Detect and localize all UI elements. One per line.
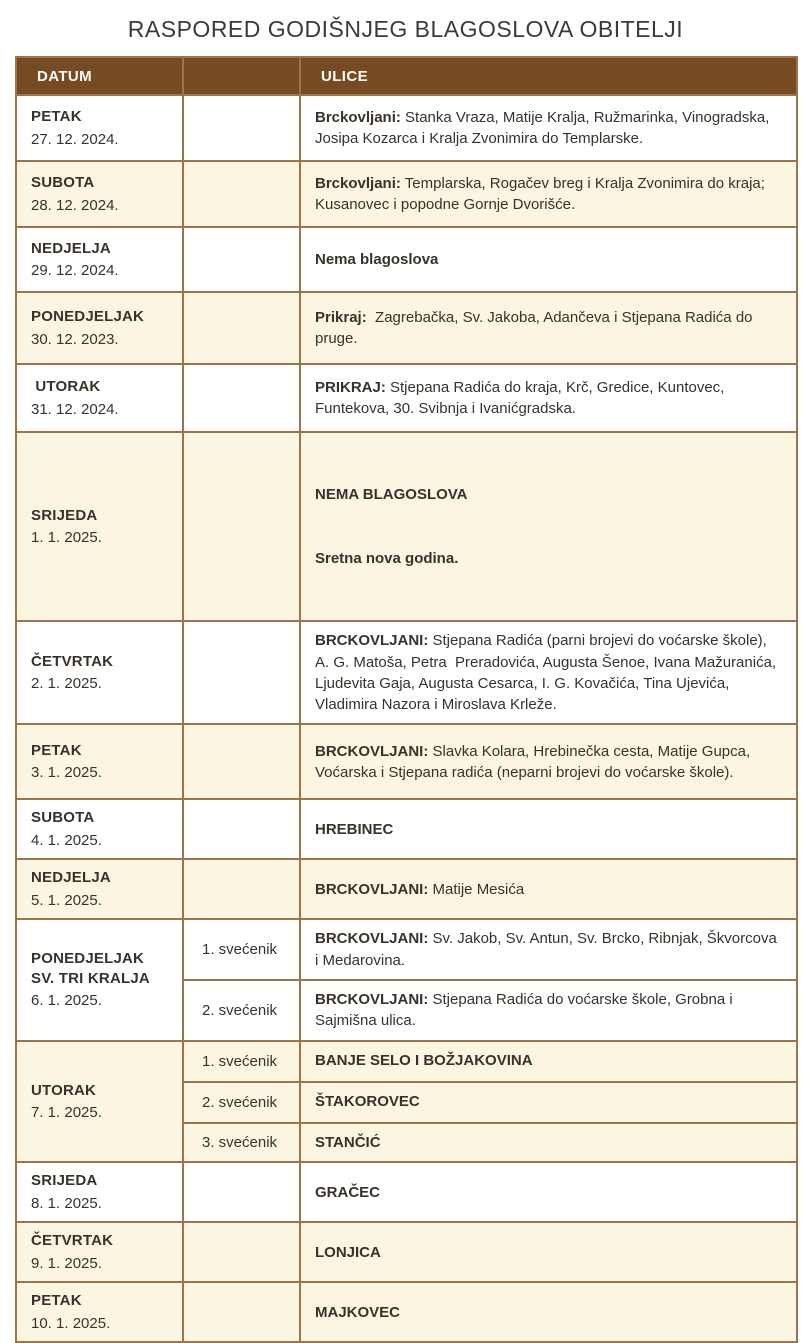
priest-cell: [183, 161, 300, 227]
streets-prefix: BRCKOVLJANI:: [315, 632, 429, 650]
streets-cell: [300, 980, 797, 1041]
streets-cell: [300, 859, 797, 919]
date-label: 1. 1. 2025.: [31, 529, 102, 547]
table-row-ponedjeljak-30-12: [16, 292, 797, 364]
streets-text: Sv. Jakob, Sv. Antun, Sv. Brcko, Ribnjak, Škvorcova i Medarovina.: [315, 930, 781, 969]
date-cell: [16, 724, 183, 799]
streets-prefix: BRCKOVLJANI:: [315, 742, 429, 760]
streets-cell: [300, 724, 797, 799]
date-cell: [16, 227, 183, 292]
streets-text: STANČIĆ: [315, 1133, 381, 1151]
table-row-petak-3-1: [16, 724, 797, 799]
date-cell: [16, 1041, 183, 1163]
date-cell: [16, 621, 183, 724]
day-label: PETAK: [31, 108, 82, 125]
streets-cell: [300, 432, 797, 621]
date-cell: [16, 1162, 183, 1222]
page-title: RASPORED GODIŠNJEG BLAGOSLOVA OBITELJI: [127, 16, 684, 42]
priest-cell: [183, 292, 300, 364]
streets-text: Stjepana Radića (parni brojevi do voćarske škole), A. G. Matoša, Petra Preradovića, Augusta Šenoe, Ivana Mažuranića, Ljudevita Gaja, Augusta Cesarca, I. G. Kovačića, Tina Ujevića, Vladimira Nazora i Miroslava Krleže.: [315, 632, 781, 714]
streets-text: Slavka Kolara, Hrebinečka cesta, Matije Gupca, Voćarska i Stjepana radića (neparni brojevi do voćarske škole).: [315, 742, 755, 781]
date-label: 29. 12. 2024.: [31, 262, 119, 279]
streets-text: Matije Mesića: [428, 880, 525, 898]
streets-text: Stjepana Radića do voćarske škole, Grobna i Sajmišna ulica.: [315, 991, 737, 1030]
streets-cell: [300, 1041, 797, 1082]
streets-cell: [300, 1123, 797, 1163]
table-row-sv-tri-kralja-sub1: [16, 919, 797, 980]
streets-prefix: BRCKOVLJANI:: [315, 991, 429, 1009]
col-header-datum: DATUM: [16, 57, 183, 95]
streets-cell: [300, 1222, 797, 1282]
streets-cell: [300, 227, 797, 292]
date-cell: [16, 919, 183, 1040]
table-row-subota-28-12: [16, 161, 797, 227]
day-label: PONEDJELJAK: [31, 308, 145, 325]
date-label: 2. 1. 2025.: [31, 675, 102, 693]
day-label: UTORAK: [31, 378, 101, 395]
streets-prefix: BRCKOVLJANI:: [315, 930, 429, 948]
streets-cell: [300, 95, 797, 161]
date-label: 8. 1. 2025.: [31, 1194, 102, 1212]
priest-cell: [183, 859, 300, 919]
streets-text: Stanka Vraza, Matije Kralja, Ružmarinka, Vinogradska, Josipa Kozarca i Kralja Zvonimira do Templarske.: [315, 108, 774, 147]
streets-text: HREBINEC: [315, 820, 394, 838]
date-cell: [16, 292, 183, 364]
streets-text: ŠTAKOROVEC: [315, 1093, 420, 1111]
day-label: PETAK: [31, 741, 82, 759]
date-cell: [16, 859, 183, 919]
streets-text: MAJKOVEC: [315, 1303, 401, 1321]
blessing-schedule-table: [15, 56, 798, 1343]
streets-cell: [300, 799, 797, 859]
streets-text-line2: Sretna nova godina.: [315, 549, 459, 567]
table-row-utorak-7-1-sub1: [16, 1041, 797, 1082]
priest-cell: [183, 724, 300, 799]
streets-prefix: BRCKOVLJANI:: [315, 880, 429, 898]
priest-cell: 1. svećenik: [183, 919, 300, 980]
date-label: 3. 1. 2025.: [31, 764, 102, 782]
date-label: 28. 12. 2024.: [31, 196, 119, 214]
date-label: 5. 1. 2025.: [31, 891, 102, 909]
streets-cell: [300, 919, 797, 980]
day-label: ČETVRTAK: [31, 652, 114, 670]
streets-cell: [300, 292, 797, 364]
streets-text: Stjepana Radića do kraja, Krč, Gredice, Kuntovec, Funtekova, 30. Svibnja i Ivanićgradska.: [315, 378, 729, 417]
streets-prefix: Prikraj:: [315, 308, 367, 326]
table-row-nedjelja-5-1: [16, 859, 797, 919]
streets-cell: [300, 1282, 797, 1342]
streets-cell: [300, 1162, 797, 1222]
table-row-utorak-31-12: [16, 364, 797, 432]
date-cell: [16, 1282, 183, 1342]
priest-cell: [183, 95, 300, 161]
streets-text: Zagrebačka, Sv. Jakoba, Adančeva i Stjepana Radića do pruge.: [315, 308, 757, 347]
priest-cell: [183, 621, 300, 724]
streets-cell: [300, 161, 797, 227]
table-row-cetvrtak-9-1: [16, 1222, 797, 1282]
date-label: 10. 1. 2025.: [31, 1314, 111, 1332]
day-label: SUBOTA: [31, 809, 95, 827]
streets-cell: [300, 621, 797, 724]
date-cell: [16, 364, 183, 432]
table-row-cetvrtak-2-1: [16, 621, 797, 724]
streets-text: Nema blagoslova: [315, 250, 439, 268]
table-row-srijeda-8-1: [16, 1162, 797, 1222]
streets-cell: [300, 1082, 797, 1123]
date-cell: [16, 1222, 183, 1282]
col-header-middle: [183, 57, 300, 95]
streets-prefix: PRIKRAJ:: [315, 378, 386, 396]
priest-cell: 2. svećenik: [183, 980, 300, 1041]
date-label: 30. 12. 2023.: [31, 330, 119, 348]
day-label: SRIJEDA: [31, 506, 98, 524]
col-header-ulice: ULICE: [300, 57, 797, 95]
streets-text: BANJE SELO I BOŽJAKOVINA: [315, 1052, 533, 1070]
date-label: 9. 1. 2025.: [31, 1254, 102, 1272]
streets-cell: [300, 364, 797, 432]
date-cell: [16, 161, 183, 227]
day-label: NEDJELJA: [31, 239, 111, 257]
table-row-nedjelja-29-12: [16, 227, 797, 292]
date-label: 4. 1. 2025.: [31, 831, 102, 849]
table-row-petak-10-1: [16, 1282, 797, 1342]
table-row-subota-4-1: [16, 799, 797, 859]
priest-cell: [183, 432, 300, 621]
day-label: PONEDJELJAK: [31, 950, 145, 968]
priest-cell: 3. svećenik: [183, 1123, 300, 1163]
day-label: UTORAK: [31, 1081, 97, 1099]
priest-cell: [183, 364, 300, 432]
streets-prefix: Brckovljani:: [315, 108, 401, 126]
priest-cell: [183, 799, 300, 859]
table-row-petak-27-12: [16, 95, 797, 161]
day-label: NEDJELJA: [31, 869, 111, 887]
date-label: 7. 1. 2025.: [31, 1104, 102, 1122]
streets-text: LONJICA: [315, 1243, 381, 1261]
day-label: SRIJEDA: [31, 1172, 98, 1190]
streets-prefix: Brckovljani:: [315, 174, 401, 192]
priest-cell: [183, 1282, 300, 1342]
day-label: PETAK: [31, 1292, 82, 1310]
table-row-srijeda-1-1: [16, 432, 797, 621]
day-label: SUBOTA: [31, 174, 95, 191]
day-label: ČETVRTAK: [31, 1232, 114, 1250]
date-cell: [16, 95, 183, 161]
table-header-row: [16, 57, 797, 95]
date-cell: [16, 799, 183, 859]
streets-text: Templarska, Rogačev breg i Kralja Zvonimira do kraja; Kusanovec i popodne Gornje Dvorišće.: [315, 174, 770, 213]
day-label-line2: SV. TRI KRALJA: [31, 969, 150, 987]
priest-cell: 1. svećenik: [183, 1041, 300, 1082]
streets-text: GRAČEC: [315, 1183, 381, 1201]
priest-cell: [183, 1222, 300, 1282]
priest-cell: [183, 1162, 300, 1222]
date-label: 27. 12. 2024.: [31, 130, 119, 148]
date-cell: [16, 432, 183, 621]
priest-cell: [183, 227, 300, 292]
priest-cell: 2. svećenik: [183, 1082, 300, 1123]
streets-text-line1: NEMA BLAGOSLOVA: [315, 485, 468, 503]
date-label: 6. 1. 2025.: [31, 992, 102, 1010]
date-label: 31. 12. 2024.: [31, 400, 119, 418]
